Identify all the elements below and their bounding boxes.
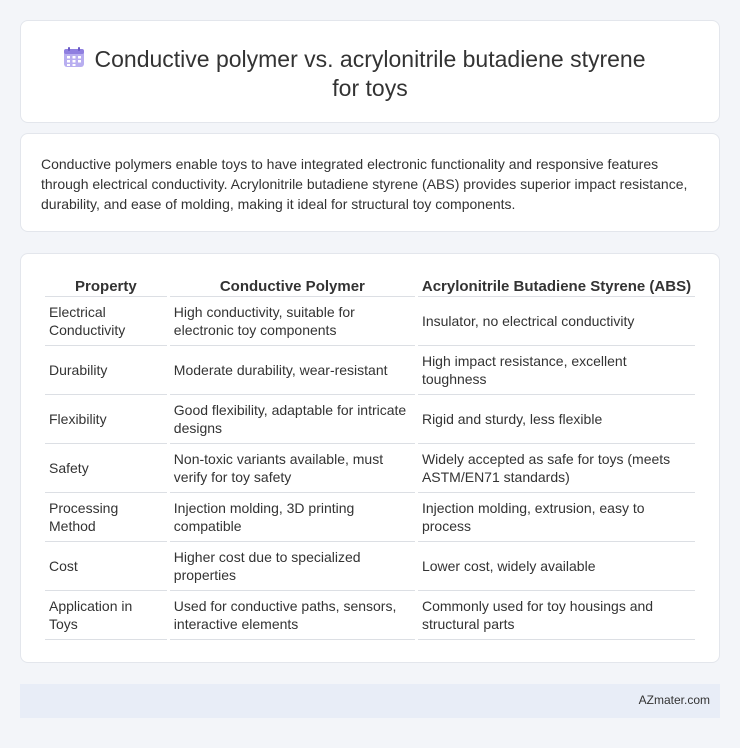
- property-cell: Cost: [45, 542, 167, 591]
- conductive-polymer-cell: Good flexibility, adaptable for intricate designs: [170, 395, 415, 444]
- table-row: [45, 444, 695, 493]
- abs-cell: Commonly used for toy housings and structural parts: [418, 591, 695, 640]
- abs-cell: High impact resistance, excellent toughness: [418, 346, 695, 395]
- footer-brand: AZmater.com: [638, 693, 710, 707]
- conductive-polymer-cell: High conductivity, suitable for electronic toy components: [170, 297, 415, 346]
- conductive-polymer-cell: Injection molding, 3D printing compatible: [170, 493, 415, 542]
- conductive-polymer-cell: Non-toxic variants available, must verify for toy safety: [170, 444, 415, 493]
- property-cell: Processing Method: [45, 493, 167, 542]
- abs-cell: Insulator, no electrical conductivity: [418, 297, 695, 346]
- footer-bar: [20, 684, 720, 718]
- conductive-polymer-cell: Used for conductive paths, sensors, interactive elements: [170, 591, 415, 640]
- header-abs: Acrylonitrile Butadiene Styrene (ABS): [418, 275, 695, 297]
- abs-cell: Injection molding, extrusion, easy to process: [418, 493, 695, 542]
- table-row: [45, 297, 695, 346]
- header-property: Property: [45, 275, 167, 297]
- header-conductive-polymer: Conductive Polymer: [170, 275, 415, 297]
- comparison-table: [42, 275, 698, 640]
- description-text: Conductive polymers enable toys to have integrated electronic functionality and responsive features through electrical conductivity. Acrylonitrile butadiene styrene (ABS) provides superior impact resistance, durability, and ease of molding, making it ideal for structural toy components.: [41, 156, 688, 212]
- comparison-table-card: [20, 253, 720, 663]
- abs-cell: Lower cost, widely available: [418, 542, 695, 591]
- title-card: [20, 20, 720, 123]
- table-row: [45, 395, 695, 444]
- table-row: [45, 542, 695, 591]
- table-row: [45, 346, 695, 395]
- abs-cell: Widely accepted as safe for toys (meets ASTM/EN71 standards): [418, 444, 695, 493]
- property-cell: Flexibility: [45, 395, 167, 444]
- property-cell: Safety: [45, 444, 167, 493]
- page-title: Conductive polymer vs. acrylonitrile butadiene styrene for toys: [94, 46, 646, 101]
- property-cell: Application in Toys: [45, 591, 167, 640]
- conductive-polymer-cell: Higher cost due to specialized properties: [170, 542, 415, 591]
- table-row: [45, 493, 695, 542]
- property-cell: Electrical Conductivity: [45, 297, 167, 346]
- abs-cell: Rigid and sturdy, less flexible: [418, 395, 695, 444]
- table-row: [45, 591, 695, 640]
- table-header-row: [45, 275, 695, 297]
- description-card: [20, 133, 720, 232]
- property-cell: Durability: [45, 346, 167, 395]
- conductive-polymer-cell: Moderate durability, wear-resistant: [170, 346, 415, 395]
